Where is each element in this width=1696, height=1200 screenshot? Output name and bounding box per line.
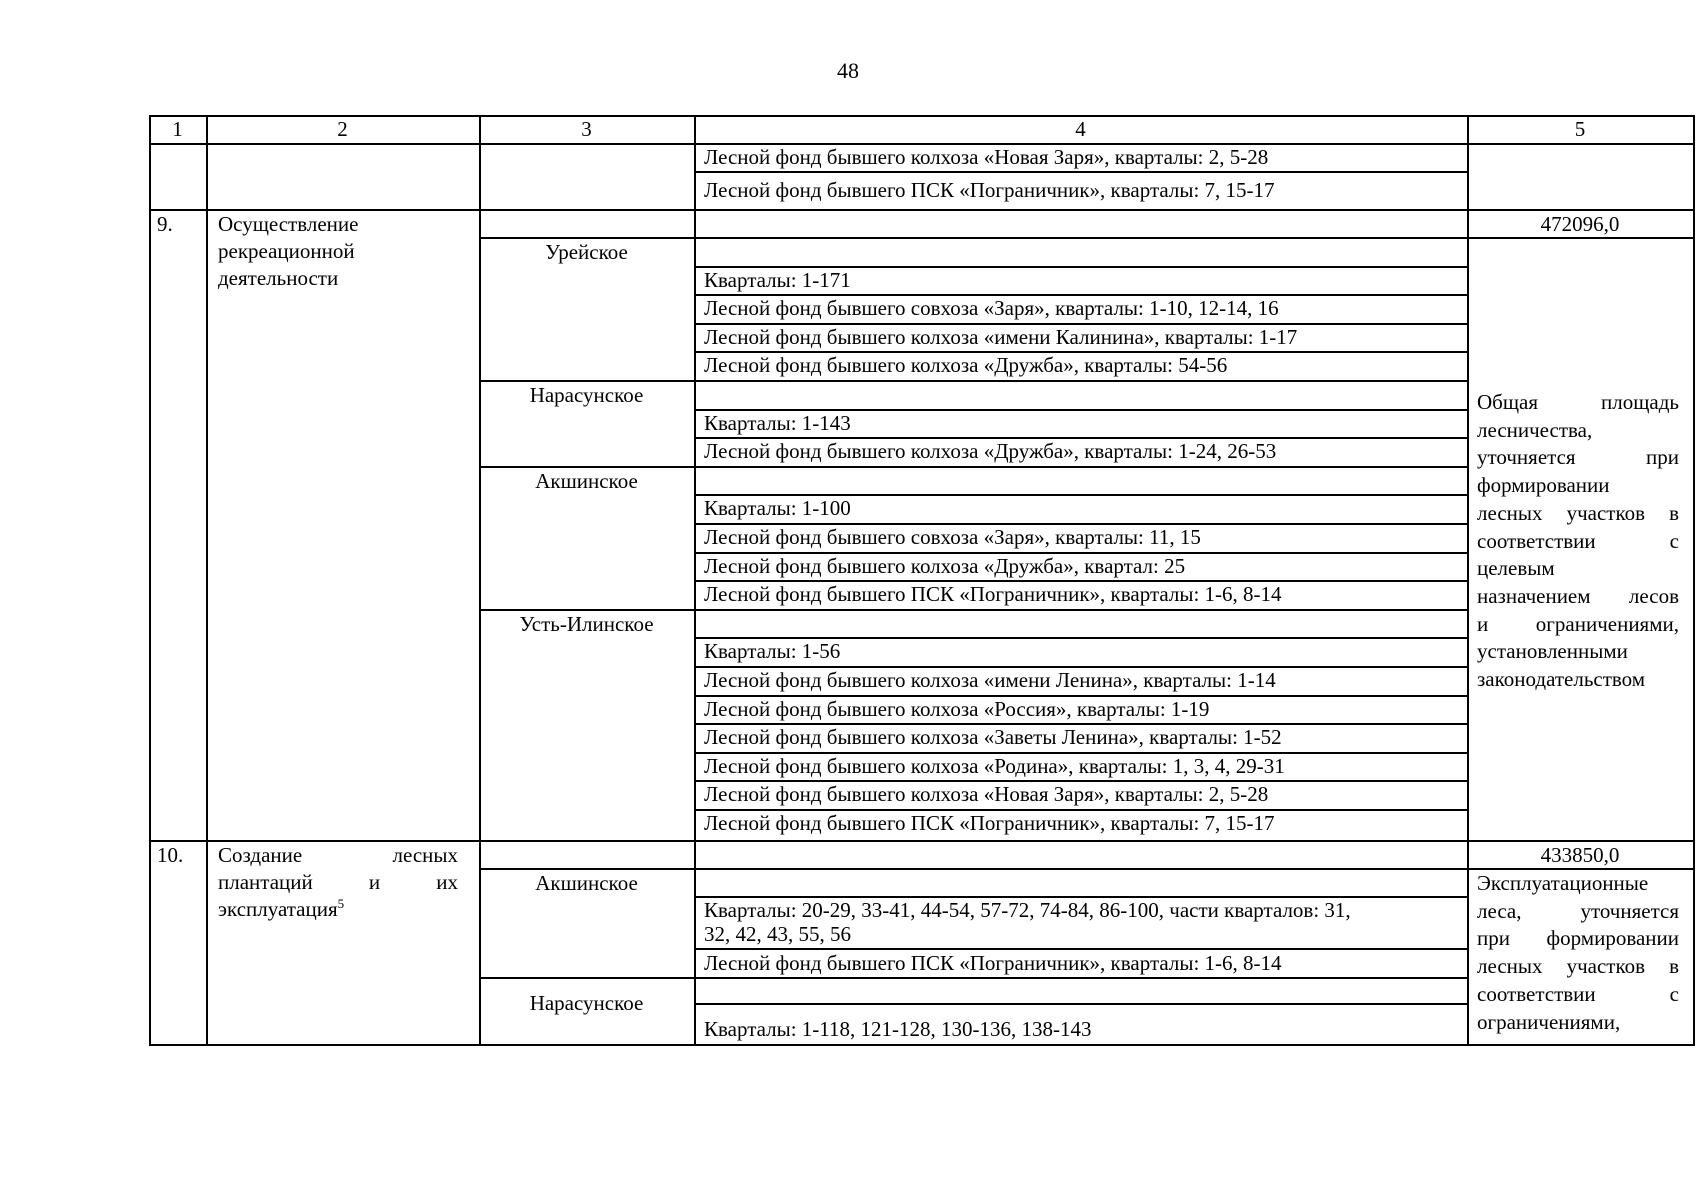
table-cell-text: Кварталы: 20-29, 33-41, 44-54, 57-72, 74-84, 86-100, части кварталов: 31, — [704, 898, 1351, 922]
forestry-name: Нарасунское — [529, 383, 644, 407]
note-text: установленными — [1477, 639, 1628, 664]
forestry-name: Нарасунское — [529, 991, 644, 1015]
note-text: уточняется при — [1477, 445, 1679, 470]
column-header: 1 — [172, 117, 183, 141]
table-cell-text: Лесной фонд бывшего совхоза «Заря», кварталы: 11, 15 — [704, 525, 1201, 549]
forestry-name: Усть-Илинское — [519, 611, 654, 636]
page-number: 48 — [837, 58, 859, 83]
forest-use-table — [149, 115, 1695, 1046]
area-value: 472096,0 — [1540, 212, 1620, 236]
forestry-border — [479, 977, 1467, 979]
table-cell-text: Лесной фонд бывшего колхоза «имени Калинина», кварталы: 1-17 — [704, 324, 1298, 349]
area-value: 433850,0 — [1540, 843, 1620, 867]
note-text: лесных участков в — [1477, 954, 1679, 979]
column-border — [1693, 115, 1695, 1046]
table-cell-text: Лесной фонд бывшего колхоза «Дружба», кварталы: 54-56 — [704, 353, 1228, 378]
column-border — [1467, 115, 1469, 1046]
table-border-bottom — [149, 1044, 1695, 1046]
purpose-text: рекреационной — [218, 239, 355, 263]
footnote-marker: 5 — [337, 896, 345, 911]
column-border — [206, 115, 208, 1046]
purpose-text: Создание лесных — [218, 843, 458, 867]
column-header: 4 — [1075, 117, 1086, 141]
table-cell-text: Лесной фонд бывшего колхоза «Новая Заря», кварталы: 2, 5-28 — [704, 782, 1269, 807]
row-number: 10. — [157, 843, 184, 867]
row-border — [149, 209, 1695, 211]
table-cell-text: Лесной фонд бывшего колхоза «Дружба», квартал: 25 — [704, 553, 1186, 578]
note-text: соответствии с — [1477, 528, 1679, 553]
forestry-name: Акшинское — [535, 468, 638, 493]
note-text: назначением лесов — [1477, 583, 1679, 608]
row-border — [694, 1003, 1467, 1005]
forestry-name: Урейское — [545, 240, 628, 264]
note-text: при формировании — [1477, 926, 1679, 951]
note-text: ограничениями, — [1477, 1009, 1621, 1034]
table-cell-text: Кварталы: 1-56 — [704, 639, 841, 664]
note-text: законодательством — [1477, 667, 1646, 691]
table-cell-text: Лесной фонд бывшего ПСК «Пограничник», кварталы: 7, 15-17 — [704, 178, 1275, 202]
table-cell-text: Лесной фонд бывшего совхоза «Заря», кварталы: 1-10, 12-14, 16 — [704, 296, 1279, 321]
purpose-text: Осуществление — [218, 212, 359, 236]
forestry-name: Акшинское — [535, 871, 638, 895]
table-cell-text: Кварталы: 1-143 — [704, 410, 851, 435]
table-cell-text: Лесной фонд бывшего колхоза «Дружба», кварталы: 1-24, 26-53 — [704, 439, 1277, 464]
table-cell-text: Кварталы: 1-100 — [704, 496, 851, 521]
note-text: Эксплуатационные — [1477, 871, 1649, 895]
purpose-text: эксплуатация$^5$ — [218, 896, 345, 921]
note-text: леса, уточняется — [1477, 898, 1679, 923]
note-text: соответствии с — [1477, 981, 1679, 1006]
column-border — [149, 115, 151, 1046]
purpose-text: плантаций и их — [218, 870, 458, 894]
purpose-text: деятельности — [218, 266, 339, 290]
table-cell-text: Кварталы: 1-118, 121-128, 130-136, 138-143 — [704, 1017, 1092, 1041]
column-header: 3 — [581, 117, 592, 141]
table-cell-text: Лесной фонд бывшего колхоза «Родина», кварталы: 1, 3, 4, 29-31 — [704, 753, 1285, 778]
note-text: Общая площадь — [1477, 390, 1679, 414]
table-cell-text: Лесной фонд бывшего колхоза «имени Ленина», кварталы: 1-14 — [704, 668, 1276, 692]
table-cell-text: Лесной фонд бывшего ПСК «Пограничник», кварталы: 7, 15-17 — [704, 811, 1275, 835]
table-cell-text: Лесной фонд бывшего ПСК «Пограничник», кварталы: 1-6, 8-14 — [704, 951, 1282, 975]
table-cell-text: Лесной фонд бывшего колхоза «Россия», кварталы: 1-19 — [704, 696, 1210, 721]
table-cell-text: Лесной фонд бывшего колхоза «Новая Заря», кварталы: 2, 5-28 — [704, 145, 1269, 169]
table-cell-text: 32, 42, 43, 55, 56 — [704, 922, 851, 946]
column-header: 5 — [1574, 117, 1586, 141]
note-text: целевым — [1477, 556, 1555, 581]
row-number: 9. — [157, 212, 173, 236]
note-text: формировании — [1477, 473, 1610, 498]
note-text: лесничества, — [1477, 417, 1593, 442]
column-header: 2 — [337, 117, 348, 141]
note-text: лесных участков в — [1477, 500, 1679, 525]
table-cell-text: Лесной фонд бывшего ПСК «Пограничник», кварталы: 1-6, 8-14 — [704, 582, 1282, 607]
table-cell-text: Кварталы: 1-171 — [704, 267, 851, 292]
row-border — [694, 171, 1467, 173]
note-text: и ограничениями, — [1477, 611, 1679, 636]
table-cell-text: Лесной фонд бывшего колхоза «Заветы Ленина», кварталы: 1-52 — [704, 725, 1282, 750]
